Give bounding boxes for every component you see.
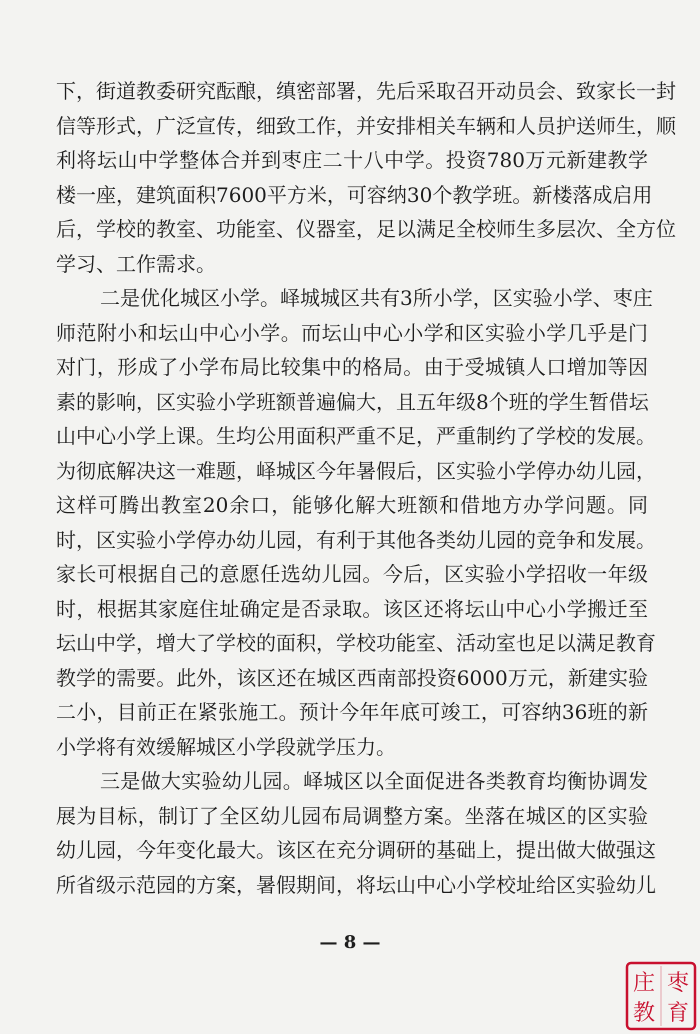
text-line: 所省级示范园的方案，暑假期间，将坛山中心小学校址给区实验幼儿: [56, 872, 656, 897]
text-line: 这样可腾出教室20余口，能够化解大班额和借地方办学问题。同: [56, 493, 648, 517]
svg-text:庄: 庄: [632, 971, 656, 996]
text-line: 下，街道教委研究酝酿，缜密部署，先后采取召开动员会、致家长一封: [56, 79, 676, 103]
text-line: 学习、工作需求。: [56, 251, 216, 276]
text-line: 对门，形成了小学布局比较集中的格局。由于受城镇人口增加等因: [56, 355, 648, 379]
page-number: — 8 —: [319, 932, 381, 953]
text-line: 展为目标，制订了全区幼儿园布局调整方案。坐落在城区的区实验: [56, 803, 648, 828]
text-line: 小学将有效缓解城区小学段就学压力。: [56, 734, 396, 759]
text-line: 幼儿园，今年变化最大。该区在充分调研的基础上，提出做大做强这: [56, 838, 656, 862]
text-line: 楼一座，建筑面积7600平方米，可容纳30个教学班。新楼落成启用: [56, 182, 653, 207]
text-line: 教学的需要。此外，该区还在城区西南部投资6000万元，新建实验: [56, 665, 648, 690]
text-line: 信等形式，广泛宣传，细致工作，并安排相关车辆和人员护送师生，顺: [56, 113, 676, 138]
text-line: 三是做大实验幼儿园。峄城区以全面促进各类教育均衡协调发: [100, 769, 648, 793]
svg-text:教: 教: [632, 1001, 656, 1026]
body-text: [56, 74, 676, 902]
text-line: 时，根据其家庭住址确定是否录取。该区还将坛山中心小学搬迁至: [56, 596, 648, 621]
text-line: 家长可根据自己的意愿任选幼儿园。今后，区实验小学招收一年级: [56, 562, 648, 586]
text-line: 二小，目前正在紧张施工。预计今年年底可竣工，可容纳36班的新: [56, 700, 648, 724]
svg-text:枣: 枣: [666, 971, 690, 996]
text-line: 素的影响，区实验小学班额普遍偏大，且五年级8个班的学生暂借坛: [56, 389, 649, 414]
text-line: 山中心小学上课。生均公用面积严重不足，严重制约了学校的发展。: [56, 424, 656, 448]
text-line: 师范附小和坛山中心小学。而坛山中心小学和区实验小学几乎是门: [56, 320, 648, 345]
text-line: 二是优化城区小学。峄城城区共有3所小学，区实验小学、枣庄: [100, 286, 653, 310]
text-line: 坛山中学，增大了学校的面积，学校功能室、活动室也足以满足教育: [56, 631, 656, 655]
text-line: 利将坛山中学整体合并到枣庄二十八中学。投资780万元新建教学: [56, 148, 648, 172]
text-line: 为彻底解决这一难题，峄城区今年暑假后，区实验小学停办幼儿园，: [56, 458, 656, 483]
svg-text:育: 育: [666, 1001, 690, 1026]
text-line: 时，区实验小学停办幼儿园，有利于其他各类幼儿园的竞争和发展。: [56, 527, 656, 552]
text-line: 后，学校的教室、功能室、仪器室，足以满足全校师生多层次、全方位: [56, 217, 676, 241]
seal-stamp-icon: [624, 960, 698, 1032]
